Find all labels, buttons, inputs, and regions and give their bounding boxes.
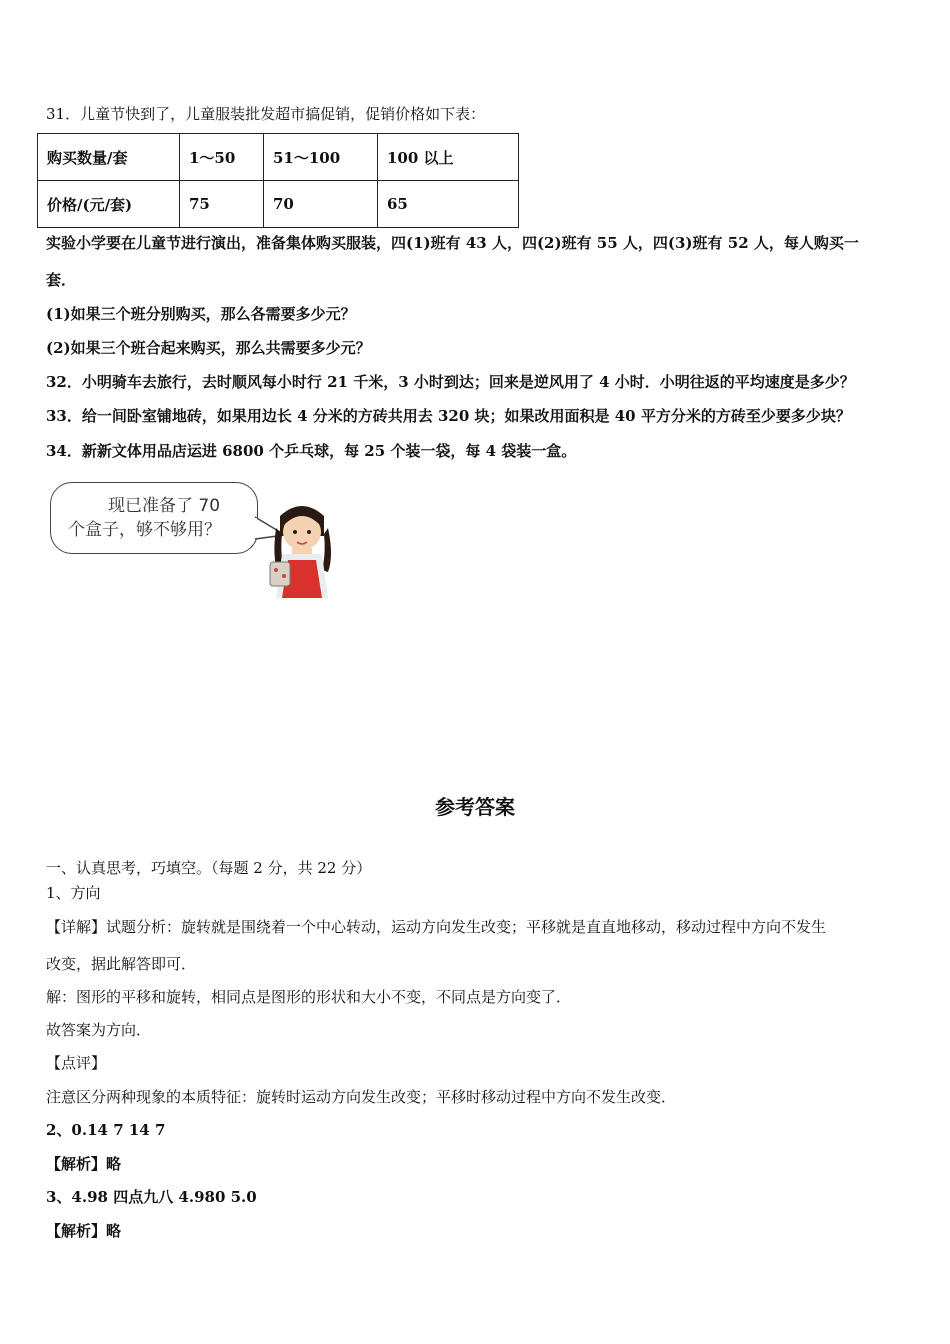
q31-text-line2: 套． xyxy=(46,271,77,289)
table-cell: 70 xyxy=(264,181,378,228)
answer-3-analysis: 【解析】略 xyxy=(46,1222,122,1240)
table-cell: 51～100 xyxy=(264,134,378,181)
q32: 32．小明骑车去旅行，去时顺风每小时行 21 千米，3 小时到达；回来是逆风用了 4 小时．小明往返的平均速度是多少？ xyxy=(46,373,855,391)
answer-2-analysis: 【解析】略 xyxy=(46,1155,122,1173)
answer-1-detail-line1: 【详解】试题分析：旋转就是围绕着一个中心转动，运动方向发生改变；平移就是直直地移动，移动过程中方向不发生 xyxy=(46,918,827,936)
q31-text-line1: 实验小学要在儿童节进行演出，准备集体购买服装，四(1)班有 43 人，四(2)班有 55 人，四(3)班有 52 人，每人购买一 xyxy=(46,234,859,252)
price-table xyxy=(37,133,519,228)
answer-3: 3、4.98 四点九八 4.980 5.0 xyxy=(46,1188,257,1206)
q31-sub1: (1)如果三个班分别购买，那么各需要多少元？ xyxy=(46,305,356,323)
table-row xyxy=(38,134,519,181)
q31-stem: 31．儿童节快到了，儿童服装批发超市搞促销，促销价格如下表： xyxy=(46,105,486,123)
table-cell: 购买数量/套 xyxy=(38,134,180,181)
answer-1-conclusion: 故答案为方向． xyxy=(46,1021,152,1039)
table-row xyxy=(38,181,519,228)
bubble-line2: 个盒子，够不够用？ xyxy=(68,520,221,540)
answer-2: 2、0.14 7 14 7 xyxy=(46,1121,166,1139)
section-heading: 一、认真思考，巧填空。（每题 2 分，共 22 分） xyxy=(46,859,372,877)
answer-1: 1、方向 xyxy=(46,884,101,902)
table-cell: 100 以上 xyxy=(378,134,519,181)
answer-1-comment-label: 【点评】 xyxy=(46,1054,107,1072)
table-cell: 价格/(元/套) xyxy=(38,181,180,228)
q31-sub2: (2)如果三个班合起来购买，那么共需要多少元？ xyxy=(46,339,371,357)
table-cell: 75 xyxy=(180,181,264,228)
answer-1-comment: 注意区分两种现象的本质特征：旋转时运动方向发生改变；平移时移动过程中方向不发生改变． xyxy=(46,1088,677,1106)
bubble-line1: 现已准备了 70 xyxy=(108,496,221,516)
answer-1-solution: 解：图形的平移和旋转，相同点是图形的形状和大小不变，不同点是方向变了． xyxy=(46,988,572,1006)
page-title: 参考答案 xyxy=(435,795,515,819)
q33: 33．给一间卧室铺地砖，如果用边长 4 分米的方砖共用去 320 块；如果改用面积是 40 平方分米的方砖至少要多少块？ xyxy=(46,407,851,425)
answer-1-detail-line2: 改变，据此解答即可． xyxy=(46,955,197,973)
table-cell: 1～50 xyxy=(180,134,264,181)
q34-stem: 34．新新文体用品店运进 6800 个乒乓球，每 25 个装一袋，每 4 袋装一盒。 xyxy=(46,442,577,460)
girl-illustration-icon xyxy=(262,498,344,600)
table-cell: 65 xyxy=(378,181,519,228)
